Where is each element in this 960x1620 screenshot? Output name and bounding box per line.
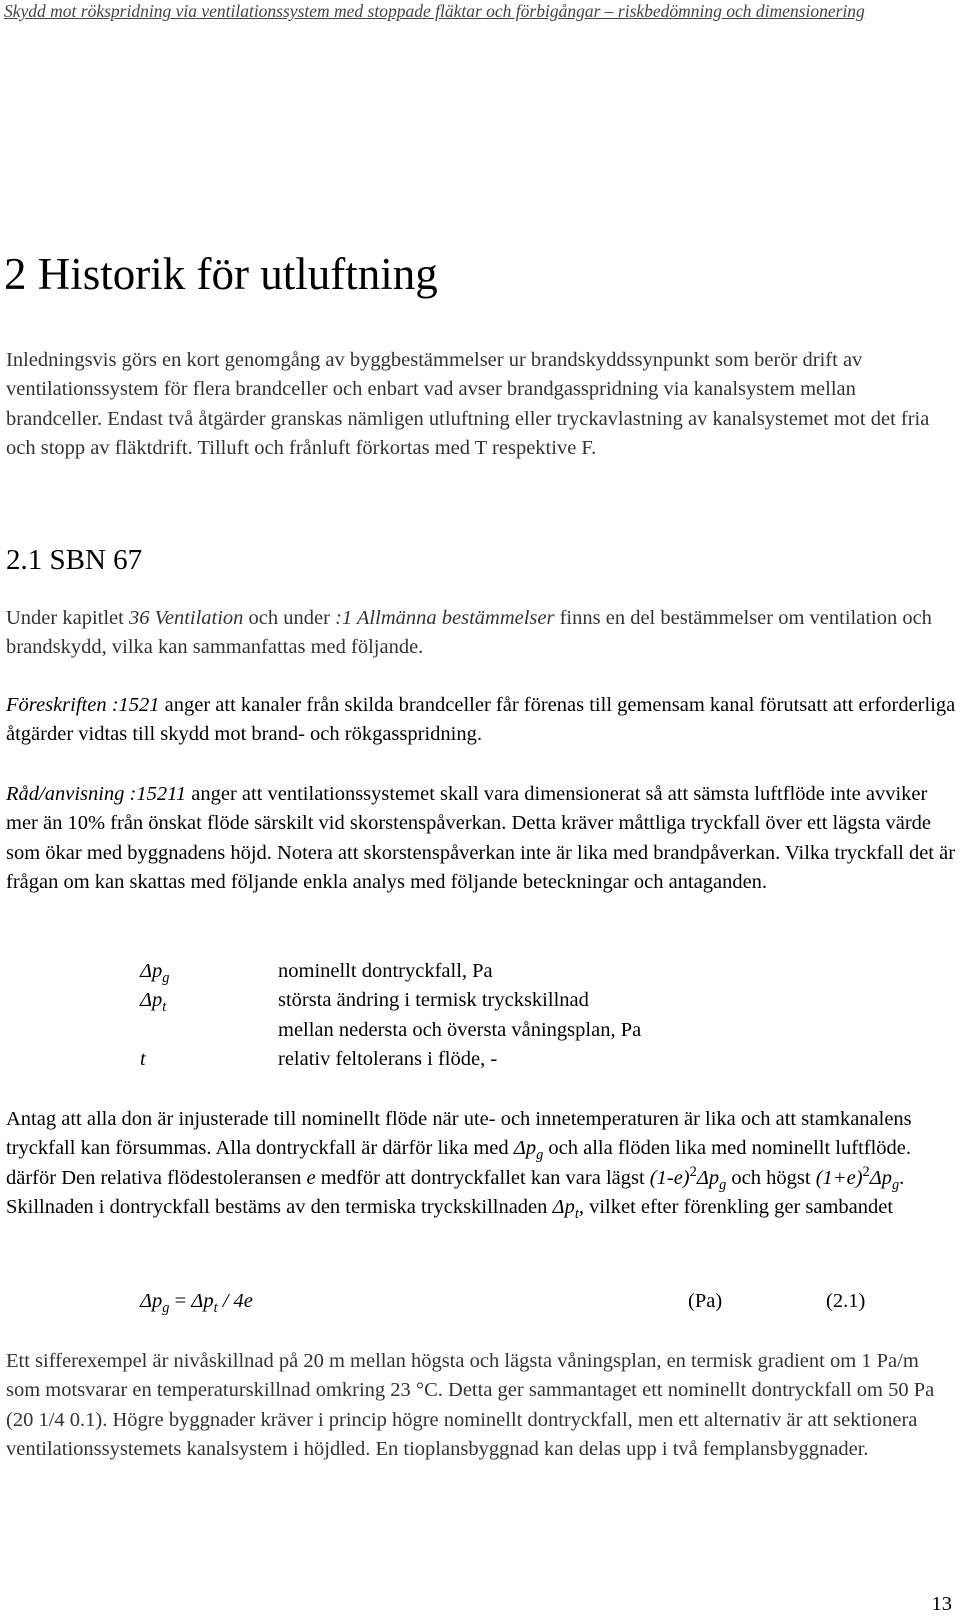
definition-text: mellan nedersta och översta våningsplan, Pa <box>278 1018 642 1041</box>
symbol-subscript: g <box>892 1176 900 1193</box>
expression: (1-e) <box>649 1166 690 1189</box>
definition-text: nominellt dontryckfall, Pa <box>278 960 493 982</box>
regulation-reference: Föreskriften :1521 <box>6 694 160 716</box>
symbol: Δp <box>513 1137 537 1160</box>
rad-paragraph <box>6 780 956 898</box>
symbol-subscript: t <box>162 999 167 1016</box>
equation-number: (2.1) <box>826 1290 866 1312</box>
expression: / 4e <box>217 1290 253 1312</box>
equals-sign: = <box>169 1290 192 1312</box>
exponent: 2 <box>862 1163 870 1180</box>
text: finns en del bestämmelser om ventilation och brandskydd, vilka kan sammanfattas med följande. <box>6 607 932 659</box>
equation-unit: (Pa) <box>688 1290 723 1312</box>
sbn-paragraph <box>6 604 956 663</box>
math-expression <box>649 1163 727 1193</box>
text: och högst <box>726 1166 816 1189</box>
text: anger att ventilationssystemet skall vara dimensionerat så att sämsta luftflöde inte avviker mer än 10% från önskat flöde särskilt vid skorstenspåverkan. Detta kräver måttliga tryckfall över ett lägsta värde som ökar med byggnadens höjd. Notera att skorstenspåverkan inte är lika med brandpåverkan. Vilka tryckfall det är frågan om kan skattas med följande enkla analys med följande beteckningar och antaganden. <box>6 783 956 894</box>
chapter-title: 2 Historik för utluftning <box>4 249 438 299</box>
symbol: Δp <box>140 960 163 982</box>
text: anger att kanaler från skilda brandceller får förenas till gemensam kanal förutsatt att erforderliga åtgärder vidtas till skydd mot brand- och rökgasspridning. <box>6 694 956 746</box>
exponent: 2 <box>689 1163 697 1180</box>
text: och under <box>243 607 336 629</box>
symbol: Δp <box>140 1290 163 1312</box>
running-header: Skydd mot rökspridning via ventilationssystem med stoppade fläktar och förbigångar – riskbedömning och dimensionering <box>4 1 865 21</box>
text: , vilket efter förenkling ger sambandet <box>578 1196 894 1219</box>
definition-text: största ändring i termisk tryckskillnad <box>278 989 589 1012</box>
equation-formula <box>140 1286 253 1316</box>
text: Antag att alla don är injusterade till nominellt flöde när ute- och innetemperaturen är lika och att stamkanalens tryckfall kan försummas. Alla dontryckfall är därför lika med <box>6 1108 912 1160</box>
text: Under kapitlet <box>6 607 129 629</box>
section-title: 2.1 SBN 67 <box>6 544 143 576</box>
math-symbol <box>513 1137 544 1164</box>
symbol: Δp <box>869 1166 892 1189</box>
symbol-subscript: t <box>574 1206 579 1223</box>
symbol-subscript: g <box>719 1176 727 1193</box>
text: . Skillnaden i dontryckfall bestäms av den termiska tryckskillnaden <box>6 1166 905 1219</box>
definition-symbol <box>140 957 260 986</box>
symbol: Δp <box>140 989 163 1012</box>
text: och alla flöden lika med nominellt luftflöde. därför Den relativa flödestoleransen <box>6 1137 912 1189</box>
symbol: Δp <box>696 1166 720 1189</box>
foreskrift-paragraph <box>6 691 956 750</box>
symbol-subscript: t <box>213 1300 218 1317</box>
symbol: Δp <box>552 1196 575 1219</box>
chapter-reference: 36 Ventilation <box>128 607 244 629</box>
section-reference: :1 Allmänna bestämmelser <box>335 607 555 629</box>
definition-text: relativ feltolerans i flöde, - <box>278 1048 498 1071</box>
symbol-subscript: g <box>162 970 170 987</box>
symbol-subscript: g <box>162 1300 170 1317</box>
math-symbol: e <box>306 1166 316 1189</box>
text: medför att dontryckfallet kan vara lägst <box>315 1166 650 1189</box>
antag-paragraph <box>6 1105 956 1223</box>
definition-symbol <box>140 1045 260 1074</box>
equation-2-1 <box>140 1286 880 1316</box>
guidance-reference: Råd/anvisning :15211 <box>6 783 187 805</box>
exempel-paragraph: Ett sifferexempel är nivåskillnad på 20 m mellan högsta och lägsta våningsplan, en termisk gradient om 1 Pa/m som motsvarar en temperaturskillnad omkring 23 °C. Detta ger sammantaget ett nominellt dontryckfall om 50 Pa (20 1/4 0.1). Högre byggnader kräver i princip högre nominellt dontryckfall, men ett alternativ är att sektionera ventilationssystemets kanalsystem i höjdled. En tioplansbyggnad kan delas upp i två femplansbyggnader. <box>6 1350 935 1461</box>
symbol: t <box>140 1048 146 1071</box>
math-symbol <box>552 1196 579 1223</box>
page-number: 13 <box>931 1593 952 1615</box>
symbol: Δp <box>191 1290 214 1312</box>
intro-paragraph: Inledningsvis görs en kort genomgång av byggbestämmelser ur brandskyddssynpunkt som berör drift av ventilationssystem för flera brandceller och enbart vad avser brandgasspridning via kanalsystem mellan brandceller. Endast två åtgärder granskas nämligen utluftning eller tryckavlastning av kanalsystemet mot det fria och stopp av fläktdrift. Tilluft och frånluft förkortas med T respektive F. <box>6 349 930 460</box>
math-expression <box>815 1163 900 1193</box>
definition-symbol <box>140 986 260 1015</box>
symbol-subscript: g <box>536 1147 544 1164</box>
expression: (1+e) <box>815 1166 863 1189</box>
